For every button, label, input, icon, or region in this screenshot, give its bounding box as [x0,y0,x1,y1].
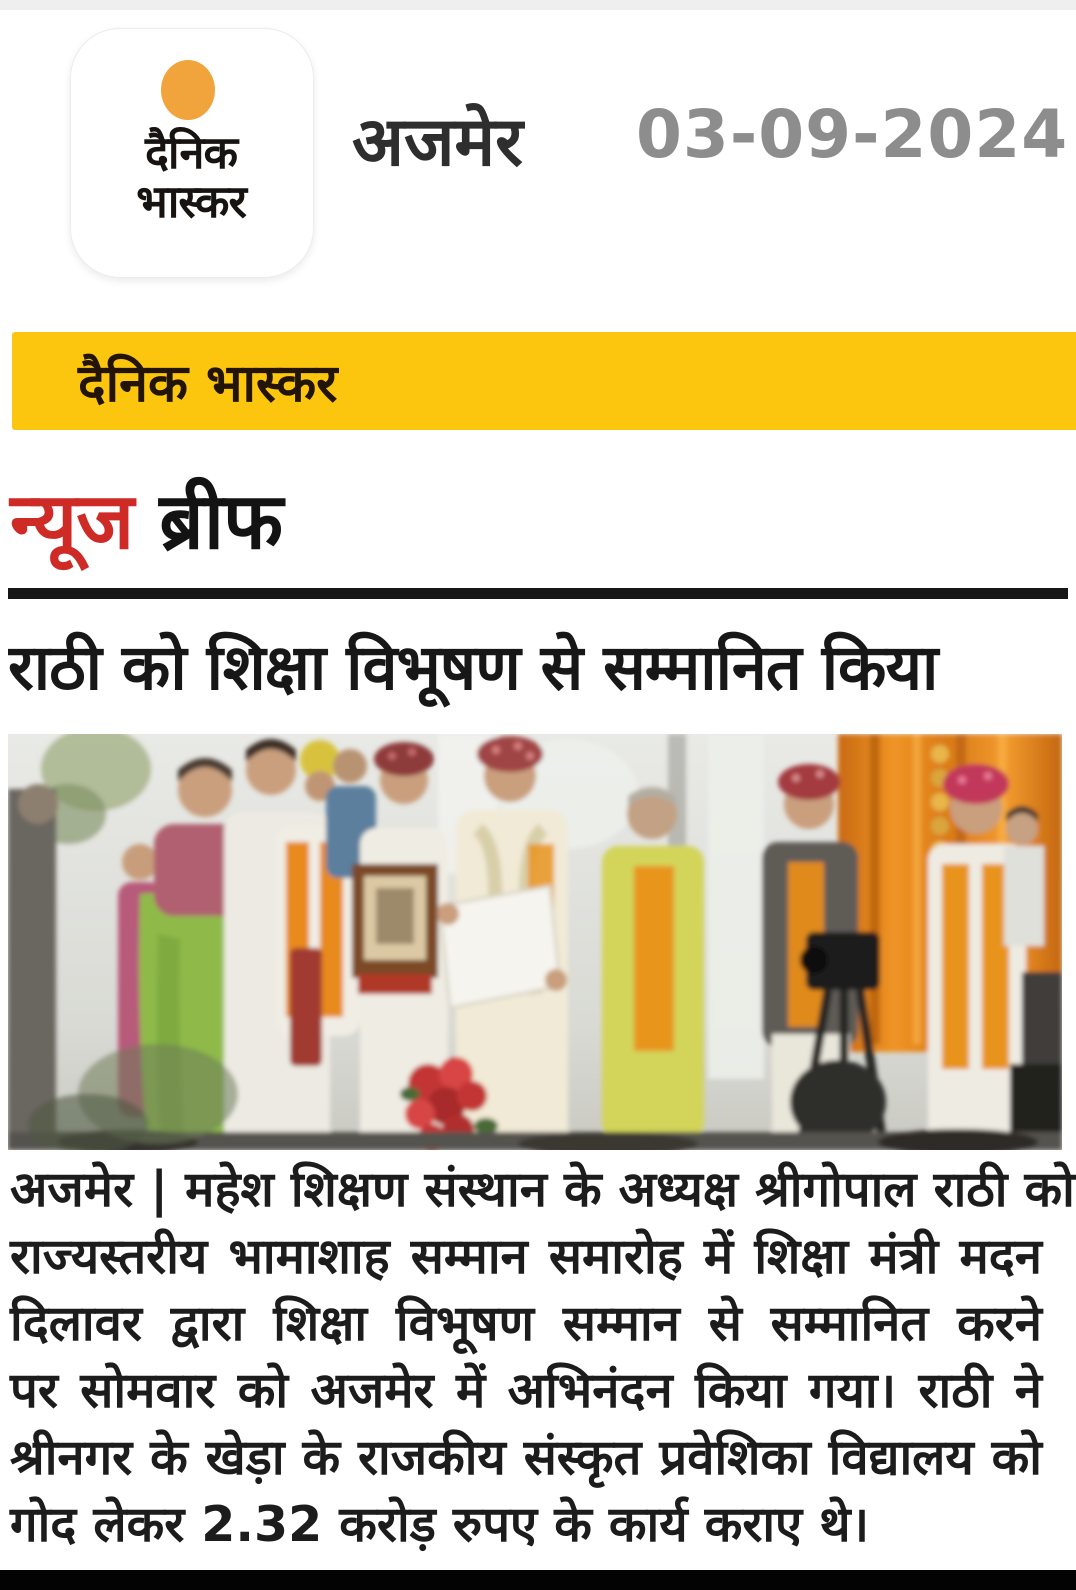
masthead-band [12,332,1076,430]
edition-city-label: अजमेर [352,103,523,182]
article-body [10,1156,1075,1558]
body-line: अजमेर | महेश शिक्षण संस्थान के अध्यक्ष श्रीगोपाल राठी को [10,1161,1075,1218]
top-edge-strip [0,0,1076,10]
edition-date-label: 03-09-2024 [636,96,1069,173]
masthead-wordmark: दैनिक भास्कर [78,353,338,414]
section-title-word1: न्यूज [10,477,134,567]
body-line: श्रीनगर के खेड़ा के राजकीय संस्कृत प्रवेशिका विद्यालय को [10,1429,1042,1486]
logo-wordmark [70,128,312,226]
logo-line1: दैनिक [144,126,238,179]
section-title-word2: ब्रीफ [159,477,283,567]
body-line: दिलावर द्वारा शिक्षा विभूषण सम्मान से सम्मानित करने [10,1295,1042,1352]
body-line: पर सोमवार को अजमेर में अभिनंदन किया गया। राठी ने [10,1362,1042,1419]
ceremony-photo [8,734,1062,1150]
red-drape [290,948,322,1066]
logo-line2: भास्कर [136,175,246,228]
body-line: राज्यस्तरीय भामाशाह सम्मान समारोह में शिक्षा मंत्री मदन [10,1228,1042,1285]
section-divider-rule [8,588,1068,599]
person-far-left [8,784,58,1150]
article-headline: राठी को शिक्षा विभूषण से सम्मानित किया [8,631,938,704]
body-line: गोद लेकर 2.32 करोड़ रुपए के कार्य कराए थे। [10,1496,870,1553]
bottom-letterbox-bar [0,1570,1076,1590]
logo-sun-icon [161,60,215,120]
section-title [10,462,1070,588]
ceremony-photo-graphic [8,734,1062,1150]
